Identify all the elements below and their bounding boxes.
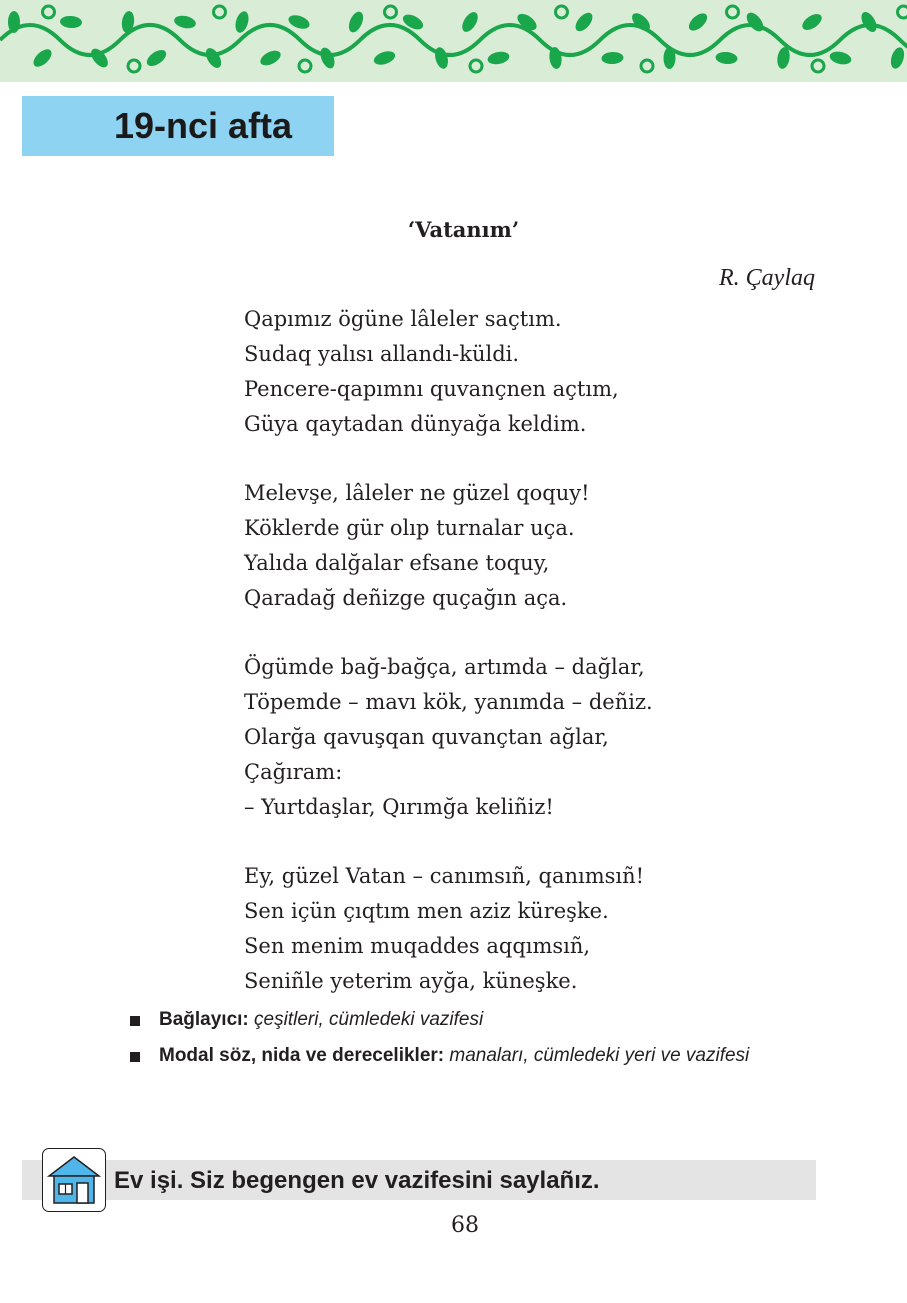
leaf-ornament-icon: [0, 0, 907, 82]
week-header-box: [22, 96, 334, 156]
poem-line: Köklerde gür olıp turnalar uça.: [244, 516, 575, 540]
topic-description: çeşitleri, cümledeki vazifesi: [254, 1009, 484, 1030]
stanza-1: [244, 302, 844, 442]
homework-text: Ev işi. Siz begengen ev vazifesini saylañız.: [114, 1167, 600, 1194]
floral-ornament-banner: [0, 0, 907, 82]
poem-line: Sen içün çıqtım men aziz küreşke.: [244, 899, 609, 923]
poem-line: Seniñle yeterim ayğa, küneşke.: [244, 969, 578, 993]
poem-line: Töpemde – mavı kök, yanımda – deñiz.: [244, 690, 653, 714]
week-title: 19-nci afta: [114, 105, 293, 146]
poem-line: Olarğa qavuşqan quvançtan ağlar,: [244, 725, 609, 749]
poem-author: R. Çaylaq: [719, 265, 815, 291]
grammar-topics-list: [130, 1002, 790, 1074]
poem-line: Yalıda dalğalar efsane toquy,: [244, 551, 550, 575]
square-bullet-icon: [130, 1016, 140, 1026]
topic-item: [130, 1038, 790, 1074]
topic-description: manaları, cümledeki yeri ve vazifesi: [449, 1045, 750, 1066]
poem-line: Qaradağ deñizge quçağın aça.: [244, 586, 568, 610]
topic-key: Modal söz, nida ve derecelikler:: [159, 1045, 445, 1066]
poem-line: Sen menim muqaddes aqqımsıñ,: [244, 934, 591, 958]
topic-key: Bağlayıcı:: [159, 1009, 249, 1030]
poem-line: Qapımız ögüne lâleler saçtım.: [244, 307, 562, 331]
house-icon: [47, 1154, 101, 1206]
poem-line: Güya qaytadan dünyağa keldim.: [244, 412, 587, 436]
page-number: 68: [451, 1213, 479, 1238]
poem-line: Pencere-qapımnı quvançnen açtım,: [244, 377, 619, 401]
poem-line: Çağıram:: [244, 760, 343, 784]
poem-body: [244, 302, 844, 1033]
stanza-4: [244, 859, 844, 999]
poem-line: Ey, güzel Vatan – canımsıñ, qanımsıñ!: [244, 864, 645, 888]
poem-line: Ögümde bağ-bağça, artımda – dağlar,: [244, 655, 645, 679]
homework-icon-box: [42, 1148, 106, 1212]
poem-line: Sudaq yalısı allandı-küldi.: [244, 342, 520, 366]
poem-title: ‘Vatanım’: [407, 217, 520, 242]
square-bullet-icon: [130, 1052, 140, 1062]
poem-line: Melevşe, lâleler ne güzel qoquy!: [244, 481, 590, 505]
stanza-2: [244, 476, 844, 616]
stanza-3: [244, 650, 844, 825]
topic-item: [130, 1002, 790, 1038]
poem-line: – Yurtdaşlar, Qırımğa keliñiz!: [244, 795, 554, 819]
